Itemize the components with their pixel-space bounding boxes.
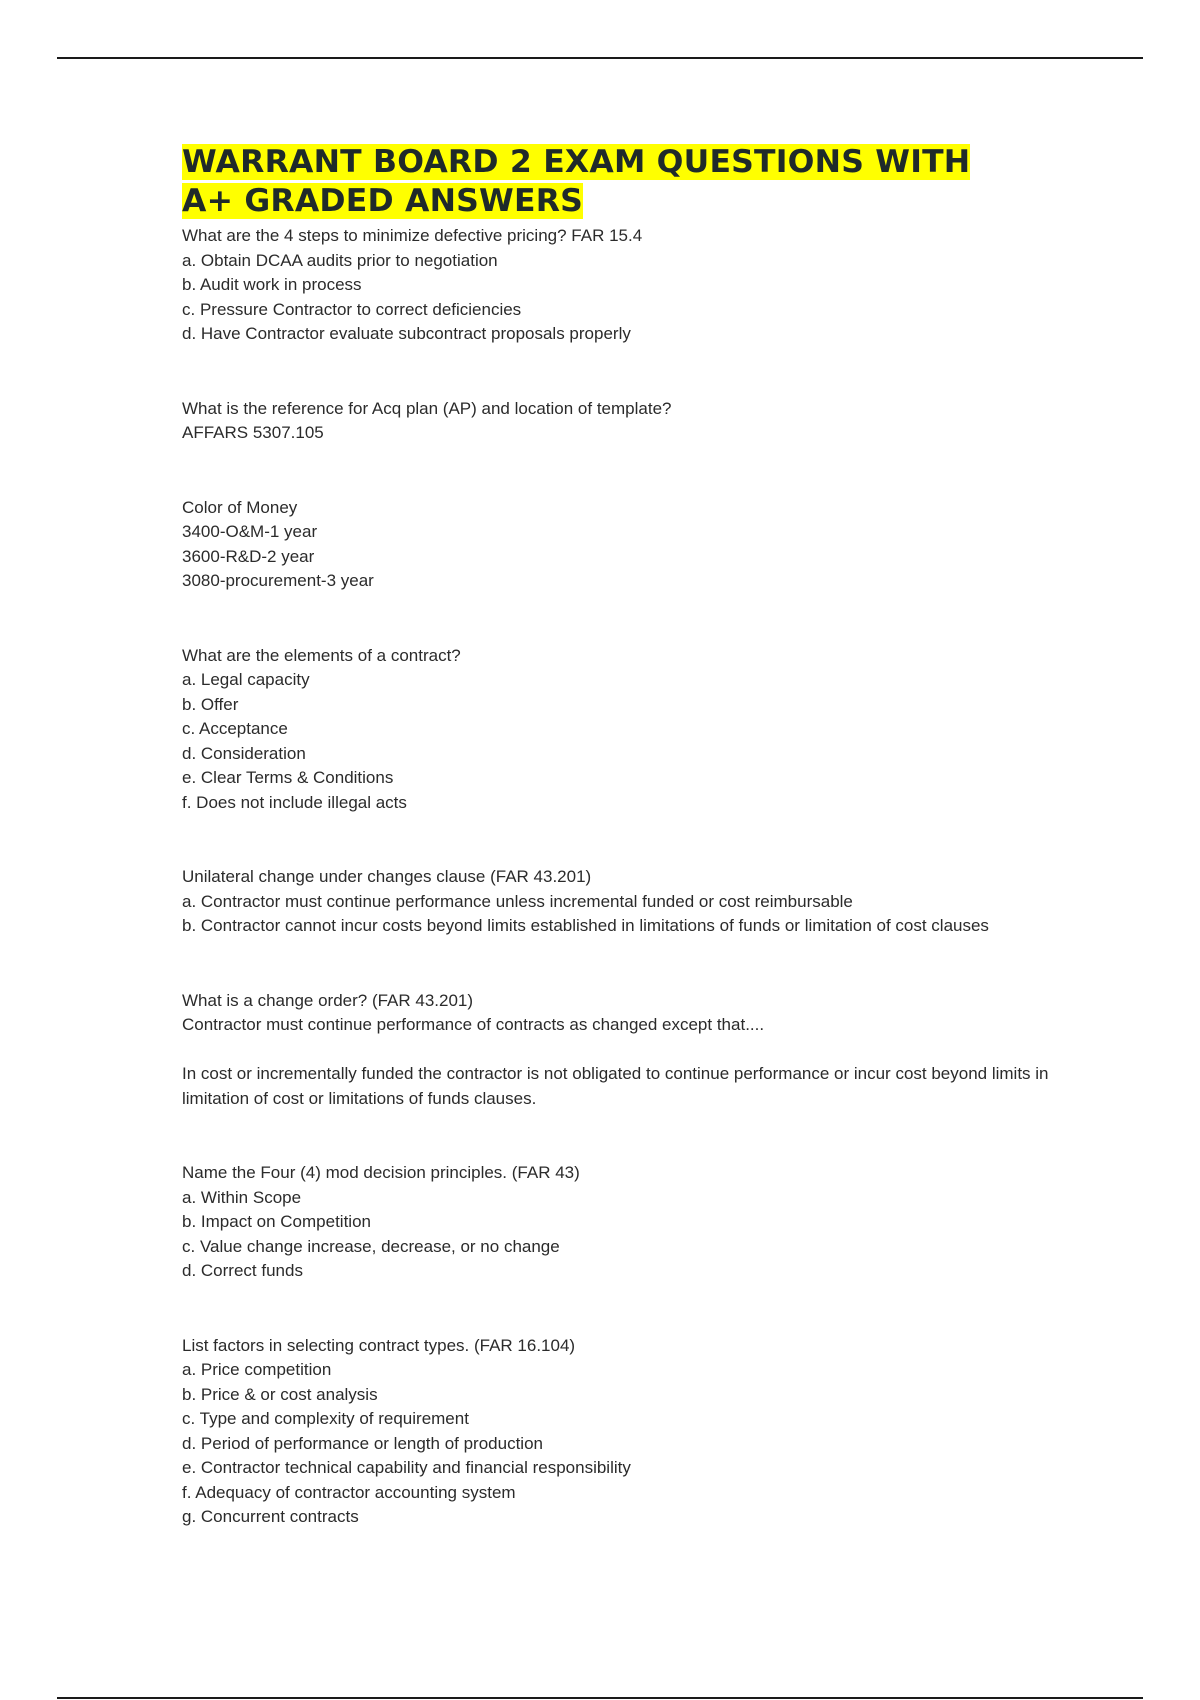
answer-line: Contractor must continue performance of contracts as changed except that.... <box>182 1015 765 1034</box>
qa-section-contract-types <box>182 1334 1062 1530</box>
answer-line: f. Does not include illegal acts <box>182 792 407 812</box>
answer-line: 3400-O&M-1 year <box>182 522 318 541</box>
qa-section-defective-pricing <box>182 224 1062 347</box>
answer-line: c. Value change increase, decrease, or no change <box>182 1236 560 1256</box>
answer-line: d. Period of performance or length of production <box>182 1433 543 1453</box>
answer-line: a. Within Scope <box>182 1187 302 1207</box>
qa-section-contract-elements <box>182 644 1062 816</box>
answer-line: d. Consideration <box>182 743 306 763</box>
bottom-rule <box>57 1697 1143 1699</box>
title-line-1: WARRANT BOARD 2 EXAM QUESTIONS WITH <box>182 144 971 180</box>
question-text: Name the Four (4) mod decision principles. (FAR 43) <box>182 1163 580 1182</box>
question-text: Unilateral change under changes clause (FAR 43.201) <box>182 867 592 886</box>
title-line-2: A+ GRADED ANSWERS <box>182 183 584 219</box>
qa-section-color-of-money <box>182 496 1062 594</box>
answer-line: f. Adequacy of contractor accounting system <box>182 1482 516 1502</box>
question-text: Color of Money <box>182 497 298 517</box>
answer-line: a. Price competition <box>182 1360 332 1379</box>
qa-section-unilateral-change <box>182 865 1062 939</box>
answer-line: c. Type and complexity of requirement <box>182 1409 469 1428</box>
answer-line: a. Contractor must continue performance unless incremental funded or cost reimbursable <box>182 891 853 911</box>
question-text: What is a change order? (FAR 43.201) <box>182 990 474 1010</box>
answer-line: b. Offer <box>182 694 239 714</box>
answer-line: b. Impact on Competition <box>182 1212 371 1231</box>
qa-section-acq-plan <box>182 397 1062 446</box>
top-rule <box>57 57 1143 59</box>
answer-line: In cost or incrementally funded the contractor is not obligated to continue performance or incur cost beyond limits in limitation of cost or limitations of funds clauses. <box>182 1064 1054 1108</box>
answer-line: 3600-R&D-2 year <box>182 546 315 566</box>
blank-line <box>182 1038 1062 1063</box>
question-text: What are the 4 steps to minimize defective pricing? FAR 15.4 <box>182 226 643 245</box>
answer-line: a. Obtain DCAA audits prior to negotiation <box>182 250 498 270</box>
answer-line: c. Pressure Contractor to correct deficiencies <box>182 299 522 319</box>
answer-line: a. Legal capacity <box>182 670 310 689</box>
answer-line: b. Price & or cost analysis <box>182 1384 378 1404</box>
answer-line: d. Have Contractor evaluate subcontract proposals properly <box>182 324 631 343</box>
answer-line: d. Correct funds <box>182 1261 303 1280</box>
answer-line: AFFARS 5307.105 <box>182 423 324 442</box>
document-title <box>182 143 1062 221</box>
answer-line: g. Concurrent contracts <box>182 1507 359 1526</box>
question-text: What is the reference for Acq plan (AP) and location of template? <box>182 398 672 418</box>
document-page <box>182 143 1062 1580</box>
answer-line: b. Audit work in process <box>182 275 362 294</box>
question-text: What are the elements of a contract? <box>182 645 461 665</box>
answer-line: 3080-procurement-3 year <box>182 571 374 590</box>
answer-line: b. Contractor cannot incur costs beyond limits established in limitations of funds or limitation of cost clauses <box>182 916 989 935</box>
question-text: List factors in selecting contract types. (FAR 16.104) <box>182 1335 576 1355</box>
answer-line: c. Acceptance <box>182 719 288 738</box>
answer-line: e. Contractor technical capability and financial responsibility <box>182 1458 631 1477</box>
answer-line: e. Clear Terms & Conditions <box>182 768 394 787</box>
qa-section-mod-principles <box>182 1161 1062 1284</box>
qa-section-change-order <box>182 989 1062 1112</box>
